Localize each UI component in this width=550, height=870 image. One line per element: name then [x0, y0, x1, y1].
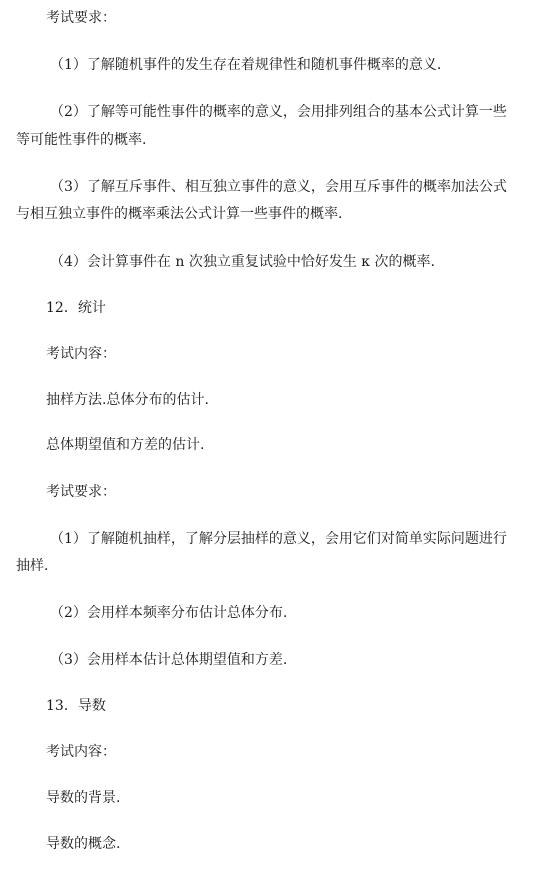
- requirement-item-3-line-1: （3）了解互斥事件、相互独立事件的意义，会用互斥事件的概率加法公式: [50, 179, 507, 195]
- section-12-requirement-1-line-1: （1）了解随机抽样，了解分层抽样的意义，会用它们对简单实际问题进行: [50, 531, 507, 547]
- section-12-content-1: 抽样方法.总体分布的估计.: [46, 392, 209, 408]
- section-12-content-heading: 考试内容：: [46, 346, 116, 362]
- section-13-content-2: 导数的概念.: [46, 836, 121, 852]
- section-12-title: 12．统计: [46, 300, 106, 316]
- section-13-content-heading: 考试内容：: [46, 744, 116, 760]
- section-12-requirement-1-line-2: 抽样.: [16, 558, 49, 574]
- section-13-content-1: 导数的背景.: [46, 790, 121, 806]
- section-12-requirement-3: （3）会用样本估计总体期望值和方差.: [50, 652, 288, 668]
- section-12-requirement-2: （2）会用样本频率分布估计总体分布.: [50, 605, 288, 621]
- requirements-heading: 考试要求：: [46, 10, 116, 26]
- requirement-item-2-line-1: （2）了解等可能性事件的概率的意义，会用排列组合的基本公式计算一些: [50, 104, 507, 120]
- requirement-item-1: （1）了解随机事件的发生存在着规律性和随机事件概率的意义.: [50, 57, 442, 73]
- section-12-content-2: 总体期望值和方差的估计.: [46, 437, 205, 453]
- requirement-item-3-line-2: 与相互独立事件的概率乘法公式计算一些事件的概率.: [16, 206, 343, 222]
- section-13-title: 13．导数: [46, 698, 106, 714]
- requirement-item-2-line-2: 等可能性事件的概率.: [16, 132, 147, 148]
- section-12-requirements-heading: 考试要求：: [46, 484, 116, 500]
- requirement-item-4: （4）会计算事件在 n 次独立重复试验中恰好发生 κ 次的概率.: [50, 254, 435, 270]
